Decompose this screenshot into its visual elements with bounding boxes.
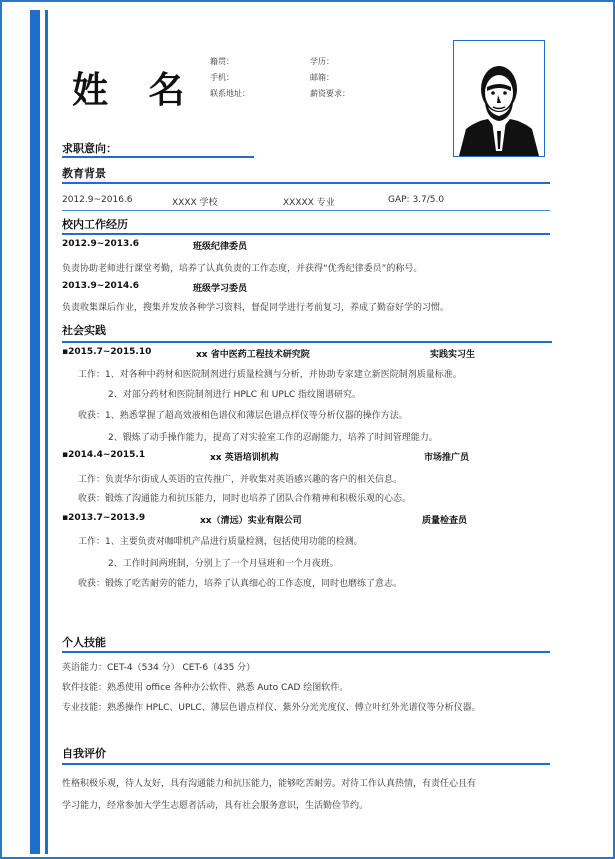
- education-period: 2012.9~2016.6: [62, 195, 133, 205]
- self-eval-line: 性格积极乐观，待人友好，具有沟通能力和抗压能力，能够吃苦耐劳。对待工作认真热情，有责任心且有: [62, 779, 477, 789]
- self-eval-title: 自我评价: [62, 747, 106, 760]
- social-item-line: 2、工作时间两班制，分别上了一个月昼班和一个月夜班。: [108, 559, 339, 569]
- education-divider: [62, 210, 550, 211]
- field-phone: 手机：: [210, 73, 234, 82]
- campus-item-period: 2013.9~2014.6: [62, 281, 140, 291]
- social-item-line: 工作：1、主要负责对咖啡机产品进行质量检测，包括使用功能的检测。: [78, 537, 363, 547]
- portrait-icon: [454, 41, 544, 156]
- social-item-period: ▪2015.7~2015.10: [62, 347, 152, 357]
- social-item-role: 质量检查员: [422, 516, 468, 526]
- social-item-line: 收获：锻炼了吃苦耐劳的能力，培养了认真细心的工作态度，同时也磨练了意志。: [78, 579, 403, 589]
- social-item-line: 收获：1、熟悉掌握了超高效液相色谱仪和薄层色谱点样仪等分析仪器的操作方法。: [78, 411, 408, 421]
- campus-item-role: 班级学习委员: [193, 284, 248, 294]
- social-item-org: xx 英语培训机构: [210, 453, 279, 463]
- skills-line: 英语能力：CET-4（534 分） CET-6（435 分）: [62, 663, 256, 673]
- education-gpa: GAP: 3.7/5.0: [388, 195, 445, 205]
- social-rule: [62, 341, 552, 343]
- social-item-org: xx（清远）实业有限公司: [200, 516, 302, 526]
- skills-line: 软件技能：熟悉使用 office 各种办公软件、熟悉 Auto CAD 绘图软件。: [62, 683, 349, 693]
- campus-rule: [62, 233, 550, 235]
- education-major: XXXXX 专业: [283, 198, 335, 208]
- social-item-line: 工作：负责华尔街成人英语的宣传推广，并收集对英语感兴趣的客户的相关信息。: [78, 475, 403, 485]
- skills-line: 专业技能：熟悉操作 HPLC、UPLC、薄层色谱点样仪、紫外分光光度仪、傅立叶红外光谱仪等分析仪器。: [62, 703, 481, 713]
- job-intent-label: 求职意向：: [62, 142, 117, 155]
- social-item-org: xx 省中医药工程技术研究院: [196, 350, 310, 360]
- campus-item-desc: 负责收集课后作业，搜集并发放各种学习资料，督促同学进行考前复习，养成了勤奋好学的习惯。: [62, 303, 450, 313]
- education-title: 教育背景: [62, 167, 106, 180]
- campus-item-desc: 负责协助老师进行课堂考勤，培养了认真负责的工作态度，并获得“优秀纪律委员”的称号。: [62, 264, 423, 274]
- social-item-line: 2、锻炼了动手操作能力，提高了对实验室工作的忍耐能力，培养了时间管理能力。: [108, 433, 438, 443]
- left-accent-bar: [30, 10, 40, 854]
- social-item-line: 收获：锻炼了沟通能力和抗压能力，同时也培养了团队合作精神和积极乐观的心态。: [78, 494, 412, 504]
- self-eval-line: 学习能力，经常参加大学生志愿者活动，具有社会服务意识，生活勤俭节约。: [62, 801, 369, 811]
- left-accent-line: [45, 10, 48, 854]
- resume-name: 姓 名: [72, 70, 199, 111]
- skills-title: 个人技能: [62, 636, 106, 649]
- field-degree: 学历：: [310, 57, 334, 66]
- field-origin: 籍贯：: [210, 57, 234, 66]
- education-school: XXXX 学校: [172, 198, 218, 208]
- social-item-line: 2、对部分药材和医院制剂进行 HPLC 和 UPLC 指纹图谱研究。: [108, 390, 361, 400]
- social-item-period: ▪2014.4~2015.1: [62, 450, 146, 460]
- skills-rule: [62, 651, 550, 653]
- self-eval-rule: [62, 763, 550, 765]
- portrait-photo: [453, 40, 545, 157]
- social-item-role: 实践实习生: [430, 350, 476, 360]
- social-item-line: 工作：1、对各种中药材和医院制剂进行质量检测与分析，并协助专家建立新医院制剂质量标准。: [78, 370, 462, 380]
- field-salary: 薪资要求：: [310, 89, 350, 98]
- job-intent-rule: [62, 156, 254, 158]
- campus-title: 校内工作经历: [62, 218, 128, 231]
- campus-item-role: 班级纪律委员: [193, 242, 248, 252]
- social-item-role: 市场推广员: [424, 453, 470, 463]
- education-rule: [62, 182, 550, 184]
- field-address: 联系地址：: [210, 89, 250, 98]
- social-item-period: ▪2013.7~2013.9: [62, 513, 146, 523]
- campus-item-period: 2012.9~2013.6: [62, 239, 140, 249]
- field-email: 邮箱：: [310, 73, 334, 82]
- social-title: 社会实践: [62, 324, 106, 337]
